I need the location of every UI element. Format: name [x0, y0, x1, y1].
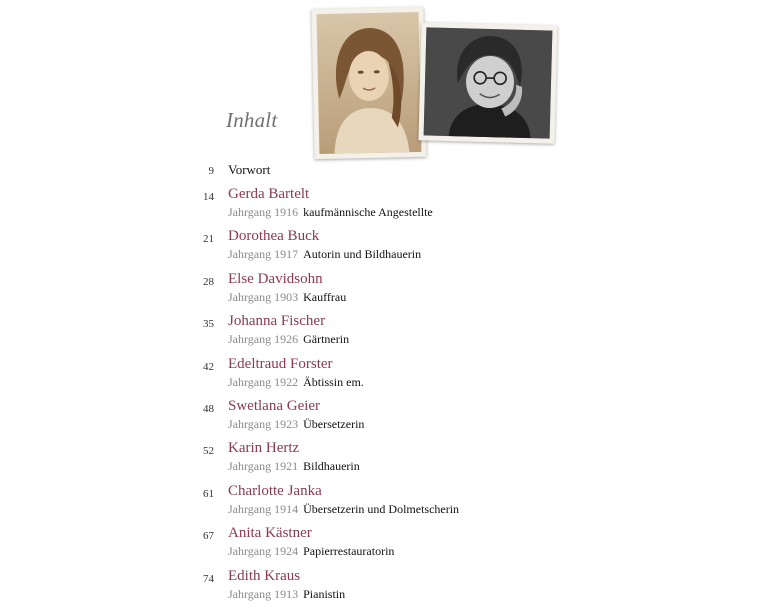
birth-year: 1913 [274, 587, 299, 601]
year-prefix: Jahrgang [228, 587, 272, 601]
birth-year: 1914 [274, 502, 299, 516]
person-name: Gerda Bartelt [228, 186, 310, 202]
year-prefix: Jahrgang [228, 205, 272, 219]
occupation: Autorin und Bildhauerin [303, 247, 422, 261]
entry-subline [228, 332, 349, 347]
year-prefix: Jahrgang [228, 247, 272, 261]
entry-subline [228, 417, 364, 432]
page-number: 9 [208, 165, 214, 177]
page-number: 61 [203, 488, 214, 500]
person-name: Dorothea Buck [228, 228, 320, 244]
page-number: 14 [203, 191, 214, 203]
year-prefix: Jahrgang [228, 544, 272, 558]
occupation: Pianistin [303, 587, 346, 601]
page-number: 48 [203, 403, 214, 415]
page-number: 74 [203, 573, 214, 585]
entry-subline [228, 205, 433, 220]
occupation: kaufmännische Angestellte [303, 205, 433, 219]
occupation: Papierrestauratorin [303, 544, 395, 558]
entry-subline [228, 502, 459, 517]
year-prefix: Jahrgang [228, 375, 272, 389]
person-name: Else Davidsohn [228, 271, 323, 287]
entry-subline [228, 375, 364, 390]
entry-subline [228, 247, 421, 262]
birth-year: 1921 [274, 459, 299, 473]
birth-year: 1917 [274, 247, 299, 261]
page-number: 67 [203, 530, 214, 542]
occupation: Bildhauerin [303, 459, 360, 473]
person-name: Edeltraud Forster [228, 356, 333, 372]
portrait-photo-sepia [311, 7, 426, 159]
person-name: Charlotte Janka [228, 483, 322, 499]
foreword-label: Vorwort [228, 162, 271, 177]
entry-subline [228, 587, 345, 602]
year-prefix: Jahrgang [228, 332, 272, 346]
portrait-elderly-woman-icon [418, 22, 557, 144]
year-prefix: Jahrgang [228, 459, 272, 473]
person-name: Edith Kraus [228, 568, 301, 584]
year-prefix: Jahrgang [228, 290, 272, 304]
person-name: Johanna Fischer [228, 313, 326, 329]
person-name: Karin Hertz [228, 440, 300, 456]
entry-subline [228, 290, 346, 305]
portrait-photo-bw [418, 22, 557, 144]
page-number: 52 [203, 445, 214, 457]
page-number: 21 [203, 233, 214, 245]
birth-year: 1923 [274, 417, 299, 431]
entry-subline [228, 459, 360, 474]
birth-year: 1926 [274, 332, 299, 346]
toc-title: Inhalt [226, 108, 278, 132]
person-name: Anita Kästner [228, 525, 312, 541]
birth-year: 1903 [274, 290, 299, 304]
occupation: Kauffrau [303, 290, 347, 304]
occupation: Übersetzerin [303, 417, 365, 431]
page-number: 42 [203, 361, 214, 373]
year-prefix: Jahrgang [228, 417, 272, 431]
page-number: 35 [203, 318, 214, 330]
person-name: Swetlana Geier [228, 398, 321, 414]
portrait-young-woman-icon [311, 7, 426, 159]
year-prefix: Jahrgang [228, 502, 272, 516]
birth-year: 1924 [274, 544, 299, 558]
page-number: 28 [203, 276, 214, 288]
occupation: Gärtnerin [303, 332, 350, 346]
birth-year: 1916 [274, 205, 299, 219]
occupation: Übersetzerin und Dolmetscherin [303, 502, 460, 516]
occupation: Äbtissin em. [303, 375, 364, 389]
birth-year: 1922 [274, 375, 299, 389]
entry-subline [228, 544, 394, 559]
